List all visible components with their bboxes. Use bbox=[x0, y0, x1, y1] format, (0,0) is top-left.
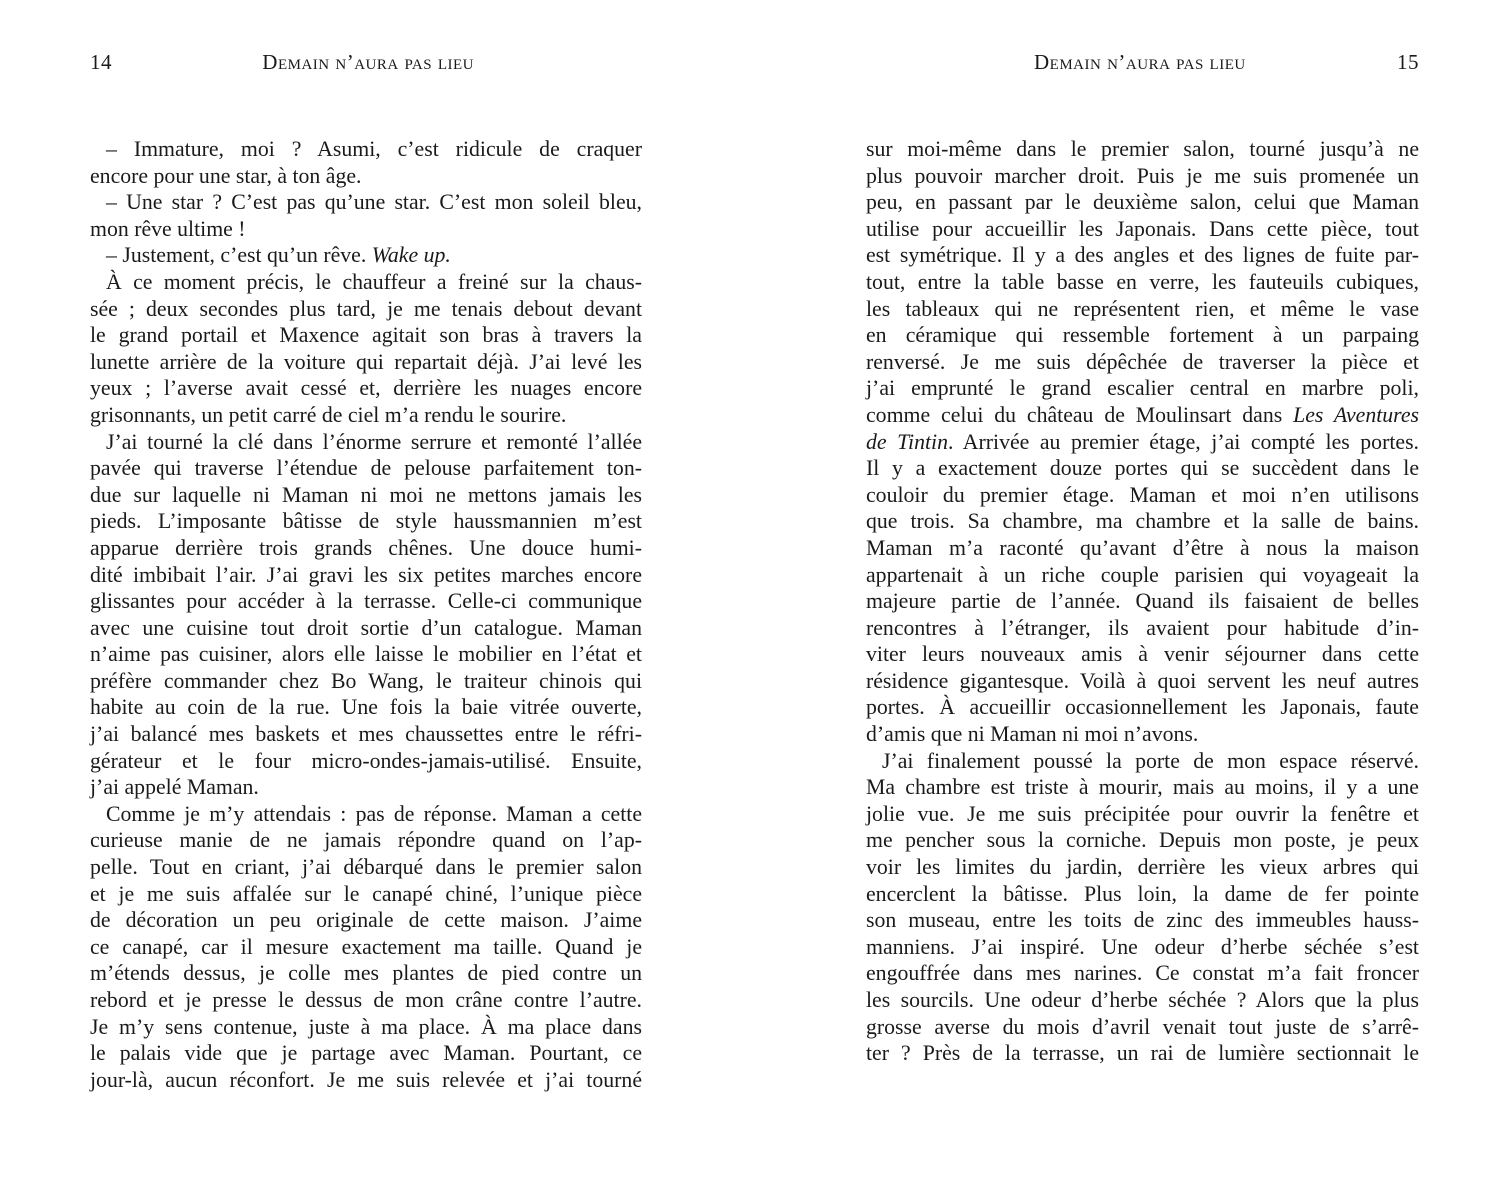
text-line bbox=[90, 1067, 642, 1094]
line-text: pavée qui traverse l’étendue de pelouse parfaitement ton- bbox=[90, 456, 642, 481]
right-page-body bbox=[866, 136, 1419, 1067]
text-line bbox=[90, 322, 642, 349]
line-text: grosse averse du mois d’avril venait tout juste de s’arrê- bbox=[866, 1014, 1419, 1039]
line-text: lunette arrière de la voiture qui repartait déjà. J’ai levé les bbox=[90, 349, 642, 374]
line-text: me pencher sous la corniche. Depuis mon poste, je peux bbox=[866, 828, 1419, 853]
left-page-body bbox=[90, 136, 642, 1093]
text-line bbox=[90, 216, 642, 243]
line-text: voir les limites du jardin, derrière les vieux arbres qui bbox=[866, 855, 1419, 880]
text-line bbox=[866, 987, 1419, 1014]
line-text: avec une cuisine tout droit sortie d’un catalogue. Maman bbox=[90, 615, 642, 640]
text-line bbox=[90, 455, 642, 482]
text-line bbox=[866, 934, 1419, 961]
line-text: mon rêve ultime ! bbox=[90, 216, 246, 241]
line-text: manniens. J’ai inspiré. Une odeur d’herbe séchée s’est bbox=[866, 934, 1419, 959]
line-text: glissantes pour accéder à la terrasse. Celle-ci communique bbox=[90, 589, 642, 614]
text-line bbox=[866, 774, 1419, 801]
text-line bbox=[90, 189, 642, 216]
text-line bbox=[866, 163, 1419, 190]
line-text: m’étends dessus, je colle mes plantes de pied contre un bbox=[90, 961, 642, 986]
line-text: que trois. Sa chambre, ma chambre et la salle de bains. bbox=[866, 509, 1419, 534]
text-line bbox=[866, 827, 1419, 854]
text-line bbox=[90, 402, 642, 429]
italic-text: Les Aventures bbox=[1293, 402, 1420, 427]
text-line bbox=[90, 694, 642, 721]
text-line bbox=[866, 242, 1419, 269]
line-text: plus pouvoir marcher droit. Puis je me suis promenée un bbox=[866, 163, 1419, 188]
text-line bbox=[90, 1014, 642, 1041]
text-line bbox=[90, 375, 642, 402]
text-line bbox=[866, 402, 1419, 429]
line-text: sée ; deux secondes plus tard, je me tenais debout devant bbox=[90, 296, 642, 321]
text-line bbox=[90, 721, 642, 748]
line-text: son museau, entre les toits de zinc des immeubles hauss- bbox=[866, 908, 1419, 933]
line-text: J’ai finalement poussé la porte de mon espace réservé. bbox=[882, 748, 1419, 773]
line-text: tout, entre la table basse en verre, les fauteuils cubiques, bbox=[866, 269, 1419, 294]
text-line bbox=[866, 429, 1419, 456]
line-text: le palais vide que je partage avec Maman. Pourtant, ce bbox=[90, 1041, 642, 1066]
text-line bbox=[90, 827, 642, 854]
italic-text: Wake up. bbox=[371, 243, 451, 268]
text-line bbox=[90, 907, 642, 934]
right-page bbox=[866, 0, 1419, 1200]
text-line bbox=[866, 1040, 1419, 1067]
text-line bbox=[866, 668, 1419, 695]
text-line bbox=[90, 136, 642, 163]
line-text: peu, en passant par le deuxième salon, celui que Maman bbox=[866, 190, 1419, 215]
line-text: préfère commander chez Bo Wang, le traiteur chinois qui bbox=[90, 668, 642, 693]
line-text: jolie vue. Je me suis précipitée pour ouvrir la fenêtre et bbox=[866, 801, 1419, 826]
line-text: appartenait à un riche couple parisien qui voyageait la bbox=[866, 562, 1419, 587]
text-line bbox=[90, 774, 642, 801]
left-page bbox=[90, 0, 642, 1200]
text-line bbox=[866, 269, 1419, 296]
line-text: j’ai balancé mes baskets et mes chaussettes entre le réfri- bbox=[90, 722, 642, 747]
text-line bbox=[866, 615, 1419, 642]
line-text: n’aime pas cuisiner, alors elle laisse le mobilier en l’état et bbox=[90, 642, 642, 667]
text-line bbox=[90, 349, 642, 376]
line-text: Il y a exactement douze portes qui se succèdent dans le bbox=[866, 456, 1419, 481]
text-line bbox=[866, 907, 1419, 934]
line-text: rebord et je presse le dessus de mon crâne contre l’autre. bbox=[90, 988, 642, 1012]
text-line bbox=[90, 641, 642, 668]
text-line bbox=[90, 482, 642, 509]
text-line bbox=[90, 854, 642, 881]
text-line bbox=[866, 694, 1419, 721]
line-text: grisonnants, un petit carré de ciel m’a rendu le sourire. bbox=[90, 402, 567, 427]
line-text: de décoration un peu originale de cette maison. J’aime bbox=[90, 908, 642, 933]
line-text: sur moi-même dans le premier salon, tourné jusqu’à ne bbox=[866, 137, 1419, 161]
text-line bbox=[866, 535, 1419, 562]
line-text: pelle. Tout en criant, j’ai débarqué dans le premier salon bbox=[90, 855, 642, 880]
text-line bbox=[90, 934, 642, 961]
text-line bbox=[866, 296, 1419, 323]
italic-text: de Tintin bbox=[866, 429, 948, 454]
text-line bbox=[90, 588, 642, 615]
line-text: habite au coin de la rue. Une fois la baie vitrée ouverte, bbox=[90, 695, 642, 720]
line-text: comme celui du château de Moulinsart dans bbox=[866, 402, 1283, 427]
line-text: j’ai emprunté le grand escalier central en marbre poli, bbox=[866, 376, 1419, 401]
text-line bbox=[90, 508, 642, 535]
line-text: engouffrée dans mes narines. Ce constat m’a fait froncer bbox=[866, 961, 1419, 986]
line-text: d’amis que ni Maman ni moi n’avons. bbox=[866, 722, 1199, 747]
line-text: portes. À accueillir occasionnellement les Japonais, faute bbox=[866, 695, 1419, 720]
text-line bbox=[90, 748, 642, 775]
text-line bbox=[90, 801, 642, 828]
line-text: jour-là, aucun réconfort. Je me suis relevée et j’ai tourné bbox=[90, 1067, 642, 1092]
text-line bbox=[866, 482, 1419, 509]
page-number: 15 bbox=[1397, 50, 1419, 74]
line-text: couloir du premier étage. Maman et moi n’en utilisons bbox=[866, 482, 1419, 507]
text-line bbox=[866, 801, 1419, 828]
line-text: due sur laquelle ni Maman ni moi ne mettons jamais les bbox=[90, 482, 642, 507]
line-text: apparue derrière trois grands chênes. Une douce humi- bbox=[90, 535, 642, 560]
text-line bbox=[90, 296, 642, 323]
text-line bbox=[90, 615, 642, 642]
text-line bbox=[866, 960, 1419, 987]
line-text: – Immature, moi ? Asumi, c’est ridicule de craquer bbox=[106, 137, 642, 161]
text-line bbox=[866, 588, 1419, 615]
line-text: Je m’y sens contenue, juste à ma place. À ma place dans bbox=[90, 1014, 642, 1039]
line-text: rencontres à l’étranger, ils avaient pour habitude d’in- bbox=[866, 615, 1419, 640]
text-line bbox=[90, 987, 642, 1014]
line-text: ter ? Près de la terrasse, un rai de lumière sectionnait le bbox=[866, 1041, 1419, 1066]
line-text: résidence gigantesque. Voilà à quoi servent les neuf autres bbox=[866, 668, 1419, 693]
text-line bbox=[90, 960, 642, 987]
text-line bbox=[866, 136, 1419, 163]
text-line bbox=[90, 163, 642, 190]
line-text: curieuse manie de ne jamais répondre quand on l’ap- bbox=[90, 828, 642, 853]
text-line bbox=[90, 535, 642, 562]
text-line bbox=[866, 748, 1419, 775]
line-text: ce canapé, car il mesure exactement ma taille. Quand je bbox=[90, 934, 642, 959]
text-line bbox=[866, 1014, 1419, 1041]
text-line bbox=[866, 854, 1419, 881]
text-line bbox=[90, 668, 642, 695]
text-line bbox=[866, 375, 1419, 402]
line-text: À ce moment précis, le chauffeur a freiné sur la chaus- bbox=[106, 269, 642, 294]
text-line bbox=[866, 641, 1419, 668]
text-line bbox=[866, 322, 1419, 349]
text-line bbox=[866, 508, 1419, 535]
line-text: pieds. L’imposante bâtisse de style haussmannien m’est bbox=[90, 509, 642, 534]
line-text: les sourcils. Une odeur d’herbe séchée ? Alors que la plus bbox=[866, 988, 1419, 1012]
line-text: j’ai appelé Maman. bbox=[90, 775, 259, 800]
line-text: en céramique qui ressemble fortement à un parpaing bbox=[866, 323, 1419, 348]
text-line bbox=[90, 562, 642, 589]
line-text: encerclent la bâtisse. Plus loin, la dame de fer pointe bbox=[866, 881, 1419, 906]
line-text: yeux ; l’averse avait cessé et, derrière les nuages encore bbox=[90, 376, 642, 401]
line-text: – Justement, c’est qu’un rêve. bbox=[106, 243, 367, 268]
left-page-header bbox=[90, 50, 642, 80]
line-text: Maman m’a raconté qu’avant d’être à nous la maison bbox=[866, 535, 1419, 560]
text-line bbox=[866, 721, 1419, 748]
line-text: encore pour une star, à ton âge. bbox=[90, 163, 362, 188]
line-text: les tableaux qui ne représentent rien, et même le vase bbox=[866, 296, 1419, 321]
text-line bbox=[866, 189, 1419, 216]
right-page-header bbox=[866, 50, 1419, 80]
text-line bbox=[90, 881, 642, 908]
text-line bbox=[866, 455, 1419, 482]
running-head: Demain n’aura pas lieu bbox=[1034, 50, 1246, 74]
text-line bbox=[866, 349, 1419, 376]
text-line bbox=[90, 429, 642, 456]
text-line bbox=[90, 269, 642, 296]
line-text: . Arrivée au premier étage, j’ai compté les portes. bbox=[948, 429, 1420, 454]
line-text: et je me suis affalée sur le canapé chiné, l’unique pièce bbox=[90, 881, 642, 906]
line-text: Comme je m’y attendais : pas de réponse. Maman a cette bbox=[106, 801, 642, 826]
text-line bbox=[866, 881, 1419, 908]
line-text: gérateur et le four micro-ondes-jamais-utilisé. Ensuite, bbox=[90, 748, 642, 773]
line-text: dité imbibait l’air. J’ai gravi les six petites marches encore bbox=[90, 562, 642, 587]
running-head: Demain n’aura pas lieu bbox=[262, 50, 474, 74]
text-line bbox=[866, 216, 1419, 243]
line-text: majeure partie de l’année. Quand ils faisaient de belles bbox=[866, 589, 1419, 614]
line-text: le grand portail et Maxence agitait son bras à travers la bbox=[90, 323, 642, 348]
text-line bbox=[90, 242, 642, 269]
line-text: – Une star ? C’est pas qu’une star. C’est mon soleil bleu, bbox=[106, 190, 642, 215]
line-text: est symétrique. Il y a des angles et des lignes de fuite par- bbox=[866, 243, 1419, 268]
line-text: Ma chambre est triste à mourir, mais au moins, il y a une bbox=[866, 775, 1419, 800]
text-line bbox=[90, 1040, 642, 1067]
line-text: renversé. Je me suis dépêchée de traverser la pièce et bbox=[866, 349, 1419, 374]
text-line bbox=[866, 562, 1419, 589]
line-text: J’ai tourné la clé dans l’énorme serrure et remonté l’allée bbox=[106, 429, 642, 454]
line-text: utilise pour accueillir les Japonais. Dans cette pièce, tout bbox=[866, 216, 1419, 241]
page-number: 14 bbox=[90, 50, 112, 74]
line-text: viter leurs nouveaux amis à venir séjourner dans cette bbox=[866, 642, 1419, 667]
